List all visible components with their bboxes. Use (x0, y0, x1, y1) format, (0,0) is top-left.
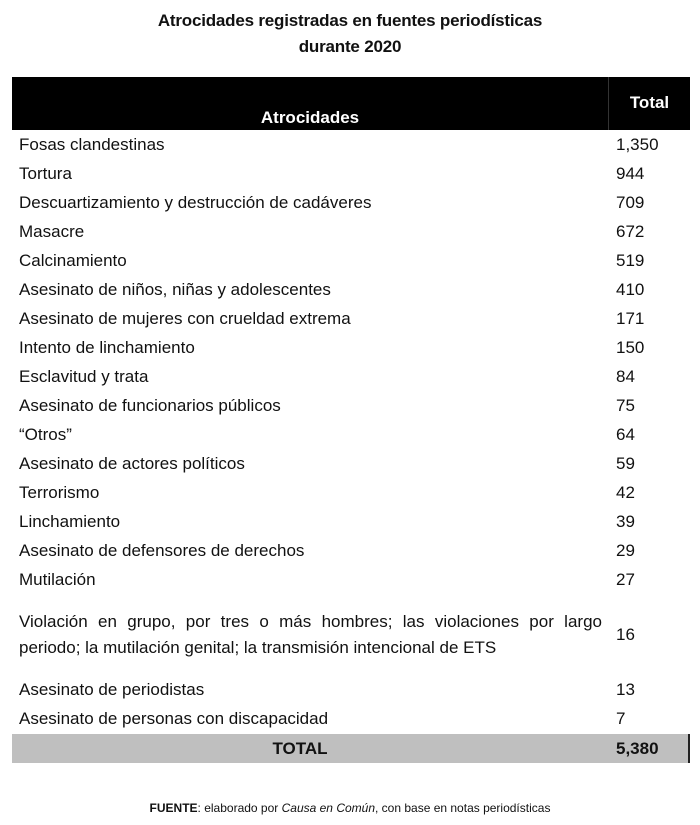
row-label: Fosas clandestinas (19, 134, 165, 154)
row-label: Linchamiento (19, 511, 121, 531)
table-row (12, 391, 690, 420)
row-label: Mutilación (19, 569, 96, 589)
source-label: FUENTE (149, 801, 198, 815)
source-text-after: , con base en notas periodísticas (375, 801, 551, 815)
table-row (12, 362, 690, 391)
table-row (12, 304, 690, 333)
row-value: 150 (616, 337, 645, 357)
table-row (12, 188, 690, 217)
table-row (12, 565, 690, 594)
row-value: 944 (616, 163, 645, 183)
total-label: TOTAL (272, 738, 328, 758)
table-row (12, 536, 690, 565)
row-value: 42 (616, 482, 635, 502)
table-row (12, 275, 690, 304)
table-body (12, 130, 690, 733)
table-row (12, 594, 690, 675)
source-organization: Causa en Común (281, 801, 375, 815)
row-label: “Otros” (19, 424, 72, 444)
row-label: Descuartizamiento y destrucción de cadáveres (19, 192, 372, 212)
table-row (12, 217, 690, 246)
row-label: Asesinato de funcionarios públicos (19, 395, 281, 415)
row-label: Calcinamiento (19, 250, 127, 270)
title-line-2: durante 2020 (298, 37, 402, 56)
table-row (12, 675, 690, 704)
row-label: Asesinato de personas con discapacidad (19, 708, 329, 728)
total-value: 5,380 (616, 738, 659, 758)
row-label: Intento de linchamiento (19, 337, 195, 357)
row-label: Tortura (19, 163, 72, 183)
row-value: 39 (616, 511, 635, 531)
table-row (12, 246, 690, 275)
row-value: 1,350 (616, 134, 659, 154)
table-row (12, 420, 690, 449)
row-label: Asesinato de periodistas (19, 679, 205, 699)
title-line-1: Atrocidades registradas en fuentes periodísticas (157, 11, 543, 30)
table-row (12, 704, 690, 733)
row-value: 75 (616, 395, 635, 415)
row-value: 29 (616, 540, 635, 560)
row-label: Terrorismo (19, 482, 100, 502)
row-value: 709 (616, 192, 645, 212)
row-value: 27 (616, 569, 635, 589)
row-value: 84 (616, 366, 635, 386)
row-value: 410 (616, 279, 645, 299)
atrocities-table (12, 77, 690, 763)
row-value: 16 (616, 624, 635, 644)
table-header (12, 77, 690, 130)
table-row (12, 130, 690, 159)
total-row (12, 734, 690, 763)
row-value: 672 (616, 221, 645, 241)
table-row (12, 478, 690, 507)
row-label: Asesinato de defensores de derechos (19, 540, 305, 560)
table-title (0, 8, 700, 60)
row-value: 64 (616, 424, 635, 444)
row-value: 13 (616, 679, 635, 699)
header-total: Total (608, 77, 690, 130)
row-label: Masacre (19, 221, 85, 241)
source-footnote (0, 800, 700, 816)
row-value: 59 (616, 453, 635, 473)
row-value: 171 (616, 308, 645, 328)
table-row (12, 507, 690, 536)
row-label: Asesinato de mujeres con crueldad extrema (19, 308, 351, 328)
row-value: 7 (616, 708, 626, 728)
table-row (12, 333, 690, 362)
source-text-before: : elaborado por (197, 801, 282, 815)
row-label: Asesinato de actores políticos (19, 453, 245, 473)
table-row (12, 159, 690, 188)
row-label: Esclavitud y trata (19, 366, 149, 386)
row-label: Violación en grupo, por tres o más hombres; las violaciones por largo periodo; la mutilación genital; la transmisión intencional de ETS (19, 611, 602, 657)
header-atrocidades: Atrocidades (260, 108, 360, 127)
table-row (12, 449, 690, 478)
row-value: 519 (616, 250, 645, 270)
row-label: Asesinato de niños, niñas y adolescentes (19, 279, 331, 299)
